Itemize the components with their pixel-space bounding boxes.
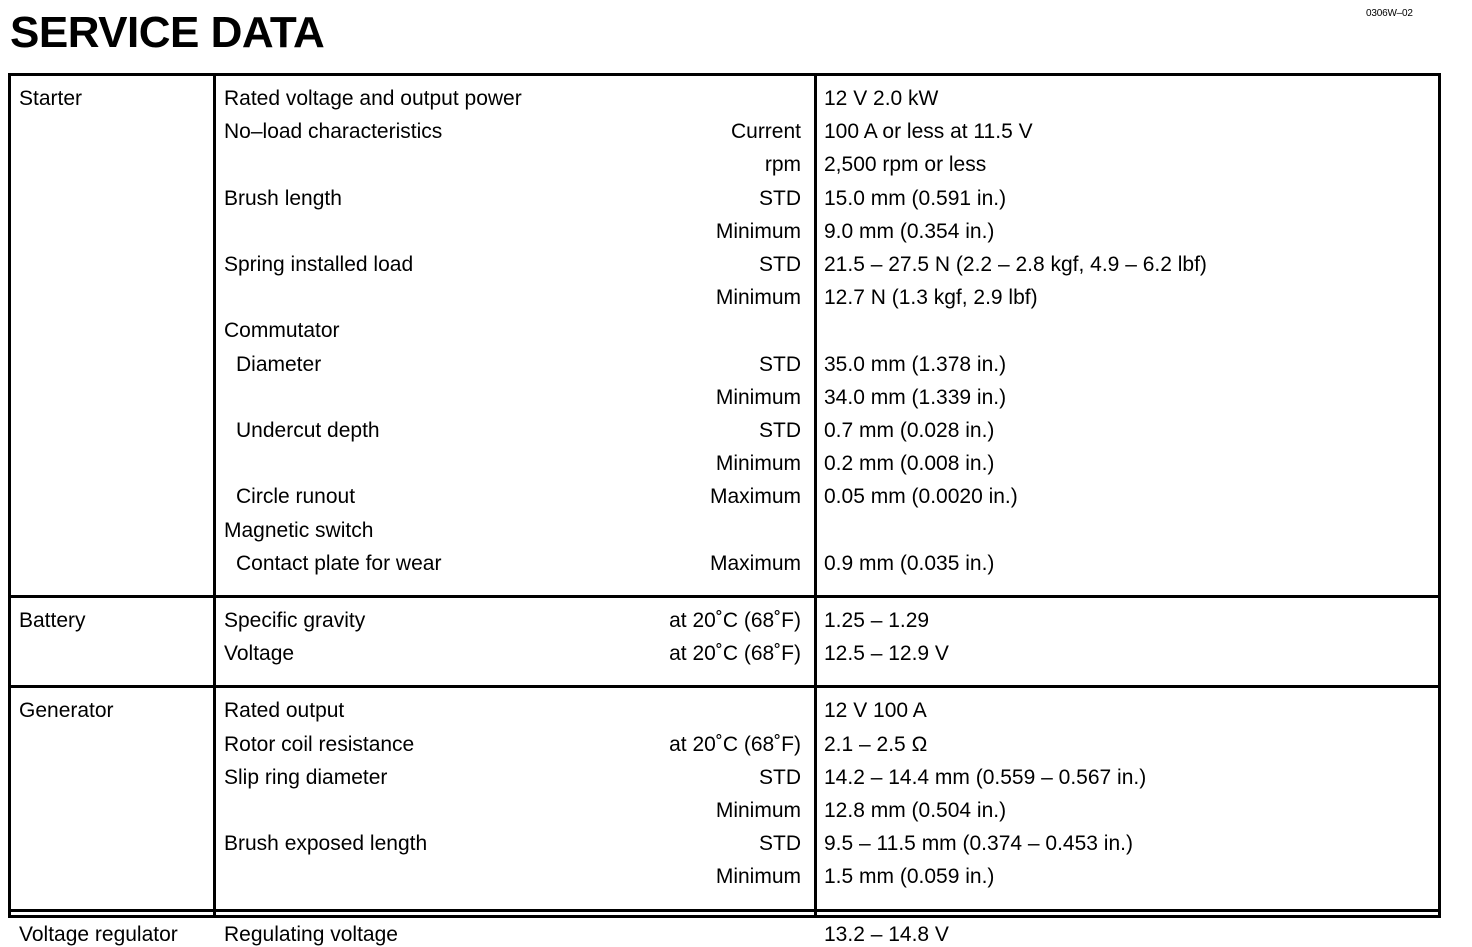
spec-condition: STD (759, 832, 801, 856)
spec-item: Undercut depth (236, 419, 380, 442)
spec-condition: Maximum (709, 551, 801, 575)
section-name: Voltage regulator (19, 922, 178, 946)
spec-value: 12 V 100 A (824, 699, 927, 723)
spec-condition: Current (730, 120, 801, 144)
spec-value: 15.0 mm (0.591 in.) (824, 186, 1007, 210)
spec-condition: STD (759, 419, 801, 442)
section-name: Generator (19, 699, 114, 723)
spec-item: Rated voltage and output power (224, 87, 522, 110)
spec-condition: Minimum (715, 452, 801, 476)
spec-item: Slip ring diameter (224, 765, 388, 789)
spec-condition: STD (759, 352, 801, 376)
spec-item: No–load characteristics (224, 120, 443, 144)
spec-item: Rated output (224, 699, 345, 723)
spec-value: 2,500 rpm or less (824, 153, 987, 177)
section-separator (11, 595, 1438, 598)
spec-item: Magnetic switch (224, 518, 374, 542)
spec-value: 12.8 mm (0.504 in.) (824, 799, 1007, 822)
spec-condition: Minimum (715, 385, 801, 409)
spec-item: Brush length (224, 186, 342, 210)
spec-condition: at 20˚C (68˚F) (669, 609, 801, 632)
spec-condition: STD (759, 186, 801, 210)
spec-condition: Minimum (715, 286, 801, 310)
spec-item: Voltage (224, 642, 295, 666)
spec-value: 13.2 – 14.8 V (824, 922, 949, 946)
page-title: SERVICE DATA (10, 8, 325, 57)
spec-value: 12.7 N (1.3 kgf, 2.9 lbf) (824, 286, 1038, 310)
section-separator (11, 685, 1438, 688)
spec-item: Diameter (236, 352, 322, 376)
document-code: 0306W–02 (1366, 8, 1413, 19)
spec-value: 0.2 mm (0.008 in.) (824, 452, 995, 476)
spec-value: 0.05 mm (0.0020 in.) (824, 485, 1018, 509)
spec-value: 21.5 – 27.5 N (2.2 – 2.8 kgf, 4.9 – 6.2 lbf) (824, 253, 1207, 276)
spec-value: 14.2 – 14.4 mm (0.559 – 0.567 in.) (824, 765, 1147, 789)
spec-condition: STD (759, 765, 801, 789)
spec-value: 0.7 mm (0.028 in.) (824, 419, 995, 442)
spec-value: 34.0 mm (1.339 in.) (824, 385, 1007, 409)
spec-condition: Minimum (715, 799, 801, 822)
spec-value: 1.25 – 1.29 (824, 609, 930, 632)
spec-item: Regulating voltage (224, 922, 398, 946)
spec-value: 2.1 – 2.5 Ω (824, 732, 928, 756)
spec-item: Brush exposed length (224, 832, 428, 856)
spec-condition: Minimum (715, 219, 801, 243)
spec-condition: Minimum (715, 865, 801, 889)
spec-value: 12.5 – 12.9 V (824, 642, 949, 666)
service-data-table (8, 73, 1441, 946)
section-separator (11, 909, 1438, 912)
spec-value: 9.0 mm (0.354 in.) (824, 219, 995, 243)
spec-value: 0.9 mm (0.035 in.) (824, 551, 995, 575)
spec-value: 9.5 – 11.5 mm (0.374 – 0.453 in.) (824, 832, 1133, 856)
spec-condition: at 20˚C (68˚F) (669, 642, 801, 666)
section-name: Starter (19, 87, 83, 110)
section-name: Battery (19, 609, 86, 632)
spec-value: 1.5 mm (0.059 in.) (824, 865, 995, 889)
spec-item: Spring installed load (224, 253, 414, 276)
spec-condition: STD (759, 253, 801, 276)
spec-condition: rpm (764, 153, 801, 177)
spec-value: 35.0 mm (1.378 in.) (824, 352, 1007, 376)
column-divider-1 (213, 76, 216, 915)
column-divider-2 (814, 76, 817, 915)
spec-item: Commutator (224, 319, 340, 343)
spec-item: Rotor coil resistance (224, 732, 415, 756)
spec-item: Contact plate for wear (236, 551, 442, 575)
spec-item: Specific gravity (224, 609, 366, 632)
spec-value: 12 V 2.0 kW (824, 87, 939, 110)
spec-condition: Maximum (709, 485, 801, 509)
spec-condition: at 20˚C (68˚F) (669, 732, 801, 756)
spec-value: 100 A or less at 11.5 V (824, 120, 1033, 144)
spec-item: Circle runout (236, 485, 356, 509)
